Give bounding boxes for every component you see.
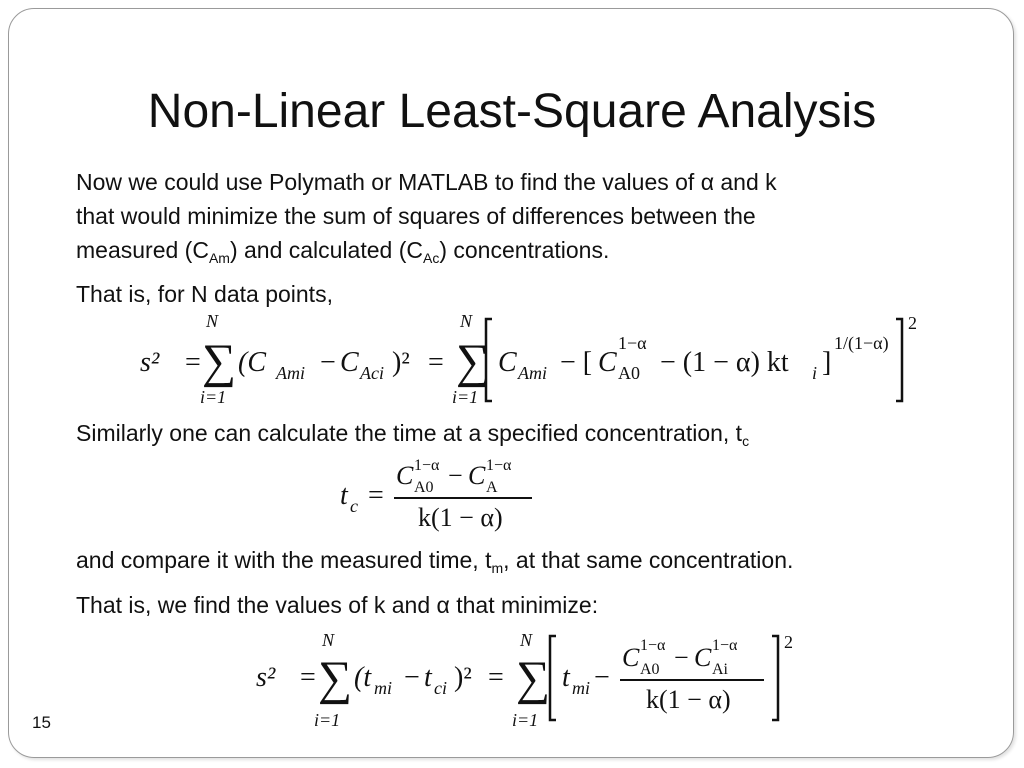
eq3-lhs: s² (256, 662, 276, 693)
eq2-num-C2-sub: A (486, 479, 498, 496)
eq3-equals2: = (488, 662, 504, 693)
slide-title: Non-Linear Least-Square Analysis (147, 85, 877, 138)
equation-sum-of-squares-concentration (130, 305, 930, 413)
eq1-right-bracket (896, 319, 902, 401)
eq1-rhs-minus: − [ (560, 347, 593, 378)
page-number: 15 (32, 713, 51, 732)
para4: and compare it with the measured time, $t_m$, at that same concentration. (76, 547, 794, 576)
eq2-num-minus: − (448, 461, 463, 490)
eq1-sum2-sigma: ∑ (456, 335, 491, 388)
eq3-outer-exp: 2 (784, 632, 793, 652)
eq2-num-C2-sup: 1−α (486, 457, 512, 474)
eq1-sum1-sigma: ∑ (202, 335, 237, 388)
para3: Similarly one can calculate the time at a specified concentration, $t_c$ (76, 420, 750, 449)
eq3-close-sq: )² (454, 662, 472, 693)
eq2-lhs: t (340, 480, 348, 511)
equation-time-at-concentration (330, 452, 560, 536)
eq2-equals: = (368, 480, 384, 511)
eq2-num-C2: C (468, 461, 486, 490)
eq1-term1: (C (238, 347, 266, 378)
para1-line1: Now we could use Polymath or MATLAB to find the values of α and k (76, 169, 777, 195)
eq1-sum1-bottom: i=1 (200, 387, 227, 407)
eq3-left-bracket (550, 636, 556, 720)
eq1-equals: = (185, 347, 201, 378)
eq1-rhs-mid: − (1 − α) kt (660, 347, 789, 378)
eq3-sum1-sigma: ∑ (318, 652, 353, 705)
eq1-rhs-C2-sup: 1−α (618, 333, 647, 353)
eq1-term2: C (340, 347, 359, 378)
para2: That is, for N data points, (76, 281, 333, 307)
para1-line2: that would minimize the sum of squares of differences between the (76, 203, 756, 229)
eq3-minus: − (404, 662, 420, 693)
equation-sum-of-squares-time (250, 628, 810, 740)
eq3-sum2-sigma: ∑ (516, 652, 551, 705)
eq3-rhs-minus: − (594, 662, 610, 693)
eq3-term2-sub: ci (434, 678, 447, 698)
eq3-num-C2: C (694, 643, 712, 672)
eq1-sum1-top: N (206, 311, 219, 331)
eq2-num-C1: C (396, 461, 414, 490)
eq2-num-C1-sub: A0 (414, 479, 434, 496)
eq3-sum2-bottom: i=1 (512, 710, 539, 730)
eq1-close-sq: )² (392, 347, 410, 378)
eq3-num-C1-sub: A0 (640, 661, 660, 678)
eq1-sum2-bottom: i=1 (452, 387, 479, 407)
eq1-rhs-C: C (498, 347, 517, 378)
eq3-num-C1: C (622, 643, 640, 672)
eq3-right-bracket (772, 636, 778, 720)
eq3-den: k(1 − α) (646, 685, 731, 714)
para1-line3: measured $(C_{Am})$ and calculated $(C_{Ac})$ concentrations. (76, 237, 610, 266)
eq1-equals2: = (428, 347, 444, 378)
eq1-rhs-C2-sub: A0 (618, 363, 640, 383)
eq1-rhs-C-sub: Ami (518, 363, 547, 383)
eq3-term1: (t (354, 662, 372, 693)
eq1-outer-exp: 2 (908, 313, 917, 333)
eq3-sum1-bottom: i=1 (314, 710, 341, 730)
eq1-lhs: s² (140, 347, 160, 378)
eq1-term2-sub: Aci (360, 363, 384, 383)
eq1-rhs-mid-sub: i (812, 363, 818, 383)
eq3-rhs-t-sub: mi (572, 678, 590, 698)
eq2-den: k(1 − α) (418, 503, 503, 532)
eq3-sum1-top: N (322, 630, 335, 650)
eq1-rhs-C2: C (598, 347, 617, 378)
eq1-term1-sub: Ami (276, 363, 305, 383)
eq2-num-C1-sup: 1−α (414, 457, 440, 474)
eq1-rhs-exp: 1/(1−α) (834, 333, 889, 353)
eq3-term1-sub: mi (374, 678, 392, 698)
eq3-num-C1-sup: 1−α (640, 637, 666, 654)
para5: That is, we find the values of k and α that minimize: (76, 592, 599, 618)
eq3-num-C2-sup: 1−α (712, 637, 738, 654)
eq3-rhs-t: t (562, 662, 570, 693)
eq1-rhs-close: ] (822, 347, 832, 378)
eq1-sum2-top: N (460, 311, 473, 331)
eq2-lhs-sub: c (350, 496, 358, 516)
eq3-sum2-top: N (520, 630, 533, 650)
eq1-minus: − (320, 347, 336, 378)
eq3-num-minus: − (674, 643, 689, 672)
eq3-equals: = (300, 662, 316, 693)
eq3-num-C2-sub: Ai (712, 661, 728, 678)
eq3-term2: t (424, 662, 432, 693)
